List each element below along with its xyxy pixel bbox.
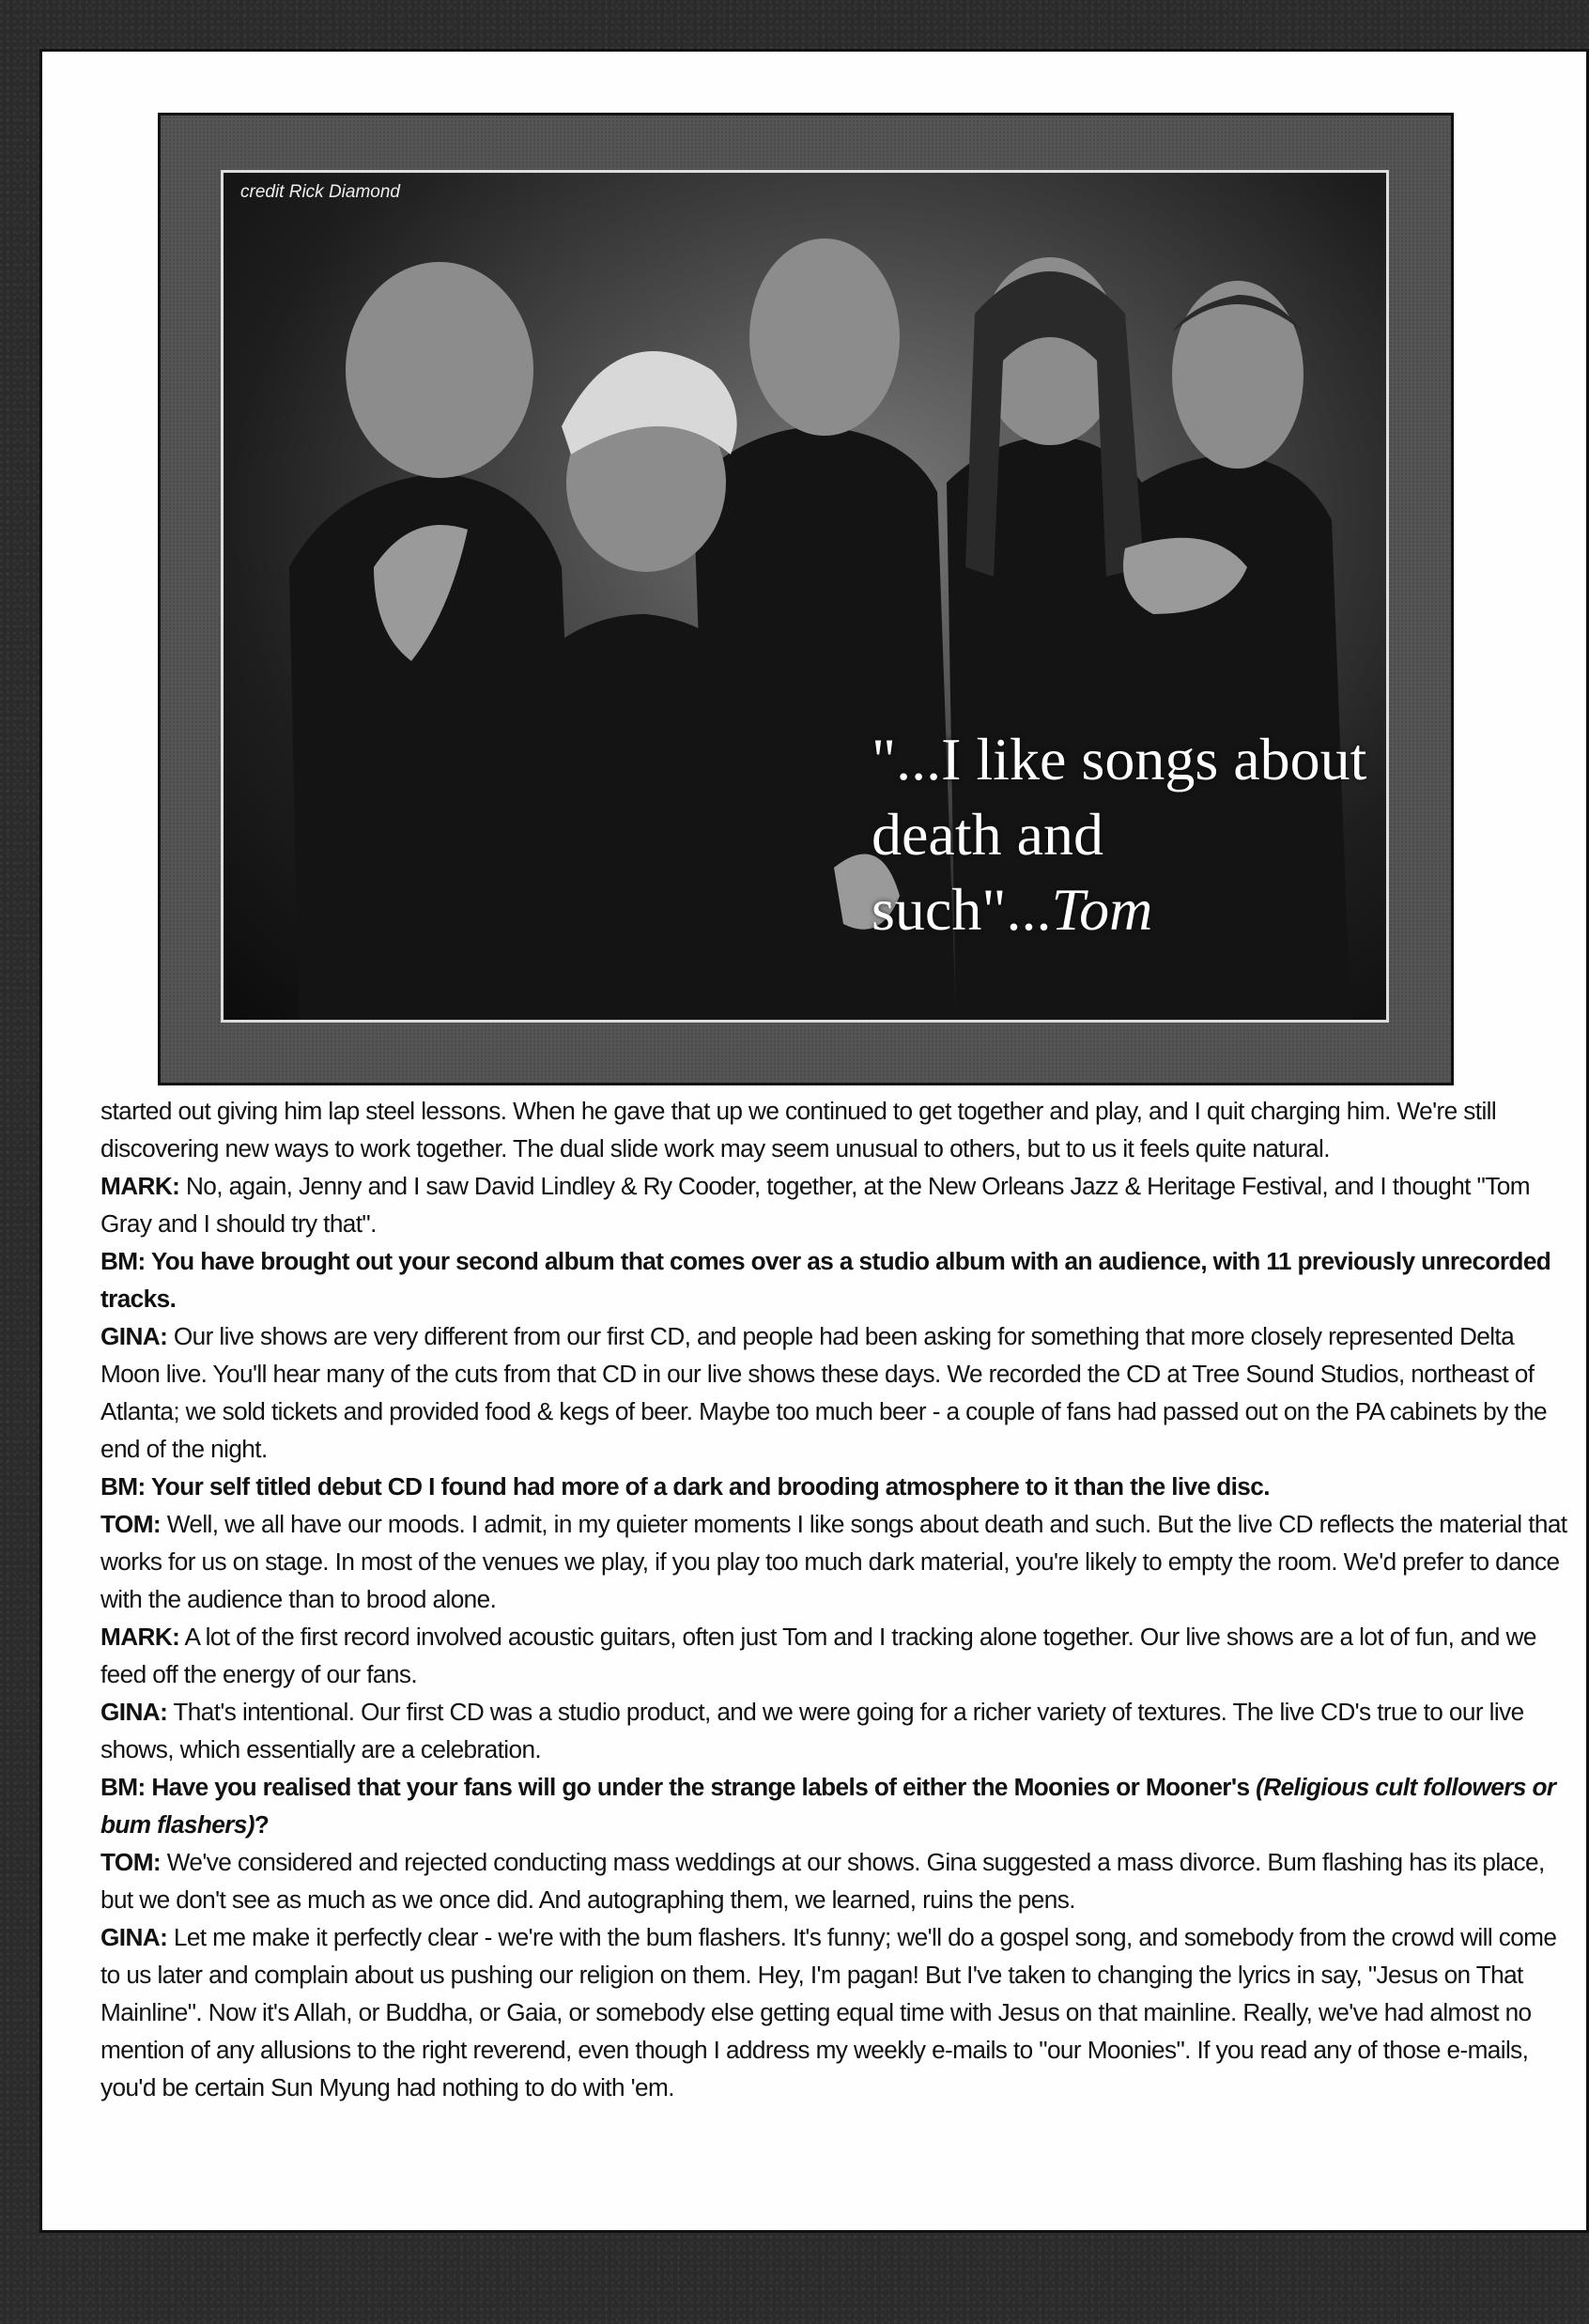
speaker-label: TOM:	[100, 1510, 162, 1538]
answer-paragraph	[100, 1505, 1575, 1618]
interview-text	[100, 1092, 1575, 2106]
interviewer-question	[100, 1768, 1575, 1843]
question-end: ?	[254, 1810, 270, 1839]
answer-paragraph	[100, 1843, 1575, 1918]
answer-paragraph	[100, 1618, 1575, 1693]
interviewer-question: BM: Your self titled debut CD I found had more of a dark and brooding atmosphere to it than the live disc.	[100, 1472, 1270, 1501]
speaker-label: MARK:	[100, 1172, 180, 1200]
question-aside: (Religious cult followers or bum flashers)	[100, 1773, 1556, 1839]
speaker-label: GINA:	[100, 1698, 168, 1726]
answer-text: A lot of the first record involved acoustic guitars, often just Tom and I tracking alone together. Our live shows are a lot of fun, and we feed off the energy of our fans.	[100, 1623, 1536, 1688]
answer-paragraph	[100, 1167, 1575, 1242]
question-text: BM: Have you realised that your fans will go under the strange labels of either the Moonies or Mooner's	[100, 1773, 1257, 1801]
interviewer-question: BM: You have brought out your second album that comes over as a studio album with an audience, with 11 previously unrecorded tracks.	[100, 1247, 1551, 1313]
pull-quote-text: "...I like songs about death and such"...	[872, 726, 1367, 943]
answer-text: We've considered and rejected conducting mass weddings at our shows. Gina suggested a mass divorce. Bum flashing has its place, but we don't see as much as we once did. And autographing them, we learned, ruins the pens.	[100, 1848, 1545, 1914]
speaker-label: GINA:	[100, 1322, 168, 1350]
photo-credit: credit Rick Diamond	[240, 182, 400, 202]
answer-text: Our live shows are very different from our first CD, and people had been asking for something that more closely represented Delta Moon live. You'll hear many of the cuts from that CD in our live shows these days. We recorded the CD at Tree Sound Studios, northeast of Atlanta; we sold tickets and provided food & kegs of beer. Maybe too much beer - a couple of fans had passed out on the PA cabinets by the end of the night.	[100, 1322, 1547, 1463]
band-photo	[221, 170, 1389, 1023]
answer-text: Let me make it perfectly clear - we're with the bum flashers. It's funny; we'll do a gospel song, and somebody from the crowd will come to us later and complain about us pushing our religion on them. Hey, I'm pagan! But I've taken to changing the lyrics in say, "Jesus on That Mainline". Now it's Allah, or Buddha, or Gaia, or somebody else getting equal time with Jesus on that mainline. Really, we've had almost no mention of any allusions to the right reverend, even though I address my weekly e-mails to "our Moonies". If you read any of those e-mails, you'd be certain Sun Myung had nothing to do with 'em.	[100, 1923, 1557, 2101]
answer-text: No, again, Jenny and I saw David Lindley & Ry Cooder, together, at the New Orleans Jazz & Heritage Festival, and I thought "Tom Gray and I should try that".	[100, 1172, 1530, 1238]
photo-frame	[158, 113, 1454, 1085]
answer-text: That's intentional. Our first CD was a studio product, and we were going for a richer variety of textures. The live CD's true to our live shows, which essentially are a celebration.	[100, 1698, 1524, 1763]
pull-quote-author: Tom	[1051, 876, 1153, 943]
speaker-label: GINA:	[100, 1923, 168, 1951]
speaker-label: TOM:	[100, 1848, 162, 1876]
speaker-label: MARK:	[100, 1623, 180, 1651]
answer-paragraph	[100, 1918, 1575, 2106]
pull-quote	[872, 722, 1379, 947]
answer-paragraph	[100, 1693, 1575, 1768]
answer-text: Well, we all have our moods. I admit, in my quieter moments I like songs about death and such. But the live CD reflects the material that works for us on stage. In most of the venues we play, if you play too much dark material, you're likely to empty the room. We'd prefer to dance with the audience than to brood alone.	[100, 1510, 1567, 1613]
magazine-page	[39, 49, 1589, 2233]
answer-paragraph	[100, 1317, 1575, 1468]
paragraph: started out giving him lap steel lessons. When he gave that up we continued to get together and play, and I quit charging him. We're still discovering new ways to work together. The dual slide work may seem unusual to others, but to us it feels quite natural.	[100, 1097, 1497, 1162]
